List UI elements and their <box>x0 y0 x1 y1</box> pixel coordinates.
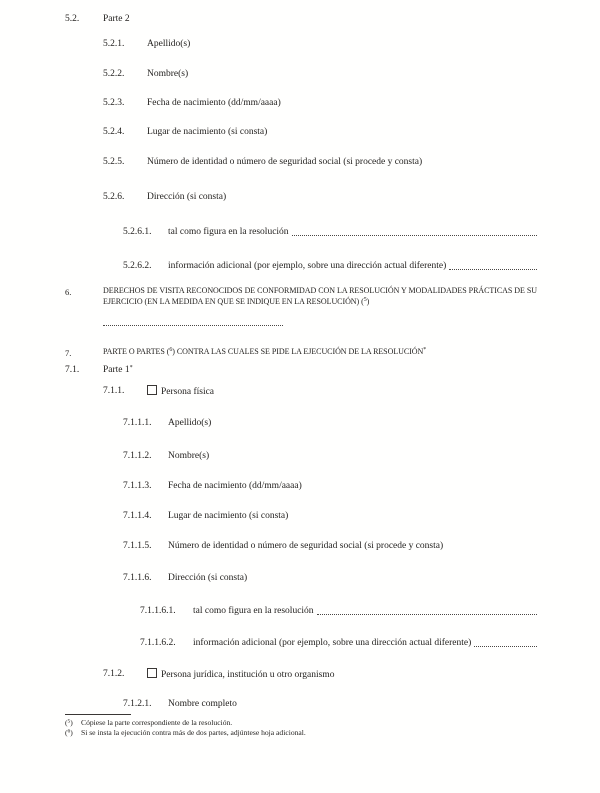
form-row-5-2-6-1 <box>65 226 537 238</box>
item-text: Fecha de nacimiento (dd/mm/aaaa) <box>168 481 302 491</box>
item-text: Apellido(s) <box>168 418 212 428</box>
item-label <box>103 286 537 307</box>
dotted-input-line[interactable] <box>292 226 537 236</box>
item-text: Nombre(s) <box>147 69 189 79</box>
footnote <box>65 728 537 738</box>
item-text: tal como figura en la resolución <box>193 606 314 616</box>
footnote-marker-number: 5 <box>67 718 71 725</box>
footnote-reference: 6 <box>169 347 173 353</box>
item-label <box>168 480 537 492</box>
item-text: Persona física <box>161 387 215 397</box>
item-label <box>193 637 537 649</box>
item-label <box>168 450 537 462</box>
item-label <box>147 191 537 203</box>
item-number: 7. <box>65 348 72 358</box>
form-row-7-1-1-3 <box>65 480 537 492</box>
item-label <box>168 510 537 522</box>
form-row-5-2-5 <box>65 156 537 168</box>
footnote-text: Cópiese la parte correspondiente de la resolución. <box>81 718 233 727</box>
form-row-7 <box>65 347 537 359</box>
item-label <box>168 572 537 584</box>
item-text: Dirección (si consta) <box>168 573 248 583</box>
item-label <box>103 364 537 376</box>
item-number: 7.1.1.6. <box>123 573 152 583</box>
item-text: Número de identidad o número de seguridad social (si procede y consta) <box>168 541 444 551</box>
footnote <box>65 718 537 728</box>
footnote-text: Si se insta la ejecución contra más de dos partes, adjúntese hoja adicional. <box>81 728 306 737</box>
item-text: información adicional (por ejemplo, sobre una dirección actual diferente) <box>193 638 472 648</box>
item-number: 7.1.1.6.2. <box>140 638 176 648</box>
empty-checkbox[interactable] <box>147 385 157 395</box>
footnotes-section <box>65 714 537 738</box>
item-label <box>147 68 537 80</box>
form-row-7-1-2-1 <box>65 698 537 710</box>
footnote-reference: * <box>129 365 133 371</box>
form-row-6 <box>65 286 537 307</box>
item-number: 5.2.1. <box>103 39 125 49</box>
item-label <box>193 605 537 617</box>
form-row-5-2-3 <box>65 97 537 109</box>
item-label <box>168 698 537 710</box>
item-label <box>147 385 537 398</box>
item-label <box>147 126 537 138</box>
dotted-input-line[interactable] <box>449 260 537 270</box>
item-text: Nombre(s) <box>168 451 210 461</box>
form-row-5-2-4 <box>65 126 537 138</box>
item-label <box>103 347 537 358</box>
item-label <box>147 97 537 109</box>
form-row-7-1-1-4 <box>65 510 537 522</box>
item-number: 7.1.1.4. <box>123 511 152 521</box>
item-label <box>147 668 537 681</box>
item-text: Nombre completo <box>168 699 237 709</box>
item-number: 7.1.2.1. <box>123 699 152 709</box>
item-number: 7.1.1.2. <box>123 451 152 461</box>
item-text: Número de identidad o número de seguridad social (si procede y consta) <box>147 157 423 167</box>
item-label <box>168 417 537 429</box>
item-label <box>147 156 537 168</box>
item-number: 7.1.1. <box>103 386 125 396</box>
form-row-7-1-1-2 <box>65 450 537 462</box>
item-number: 6. <box>65 287 72 297</box>
item-label <box>168 260 537 272</box>
item-number: 7.1.2. <box>103 669 125 679</box>
form-row-fill-line <box>65 317 537 330</box>
footnote-separator-line <box>65 714 131 715</box>
item-text: DERECHOS DE VISITA RECONOCIDOS DE CONFORMIDAD CON LA RESOLUCIÓN Y MODALIDADES PRÁCTICAS DE SU EJERCICIO (EN LA MEDIDA EN QUE SE INDIQUE EN LA RESOLUCIÓN) ($^5$) <box>103 286 537 306</box>
item-number: 5.2.6.2. <box>123 261 152 271</box>
item-text: tal como figura en la resolución <box>168 227 289 237</box>
form-row-5-2 <box>65 13 537 25</box>
form-row-7-1-2 <box>65 668 537 681</box>
item-number: 5.2.4. <box>103 127 125 137</box>
empty-checkbox[interactable] <box>147 668 157 678</box>
item-number: 5.2. <box>65 14 80 24</box>
item-number: 7.1.1.5. <box>123 541 152 551</box>
item-text: Lugar de nacimiento (si consta) <box>147 127 268 137</box>
footnote-marker-number: 6 <box>67 728 71 735</box>
item-number: 7.1.1.6.1. <box>140 606 176 616</box>
item-label <box>168 226 537 238</box>
item-number: 5.2.6.1. <box>123 227 152 237</box>
item-number: 5.2.2. <box>103 69 125 79</box>
item-number: 7.1.1.1. <box>123 418 152 428</box>
item-text: Fecha de nacimiento (dd/mm/aaaa) <box>147 98 281 108</box>
form-rows <box>65 13 537 710</box>
form-row-5-2-6 <box>65 191 537 203</box>
form-row-7-1-1 <box>65 385 537 398</box>
footnote-marker: ($^5$) <box>65 718 73 727</box>
item-label <box>147 38 537 50</box>
item-text: Parte 1* <box>103 365 133 375</box>
footnote-reference: 5 <box>363 296 367 303</box>
form-row-7-1 <box>65 364 537 376</box>
footnote-marker: ($^6$) <box>65 728 73 737</box>
item-number: 7.1.1.3. <box>123 481 152 491</box>
dotted-input-line[interactable] <box>474 637 537 647</box>
footnote-list <box>65 718 537 738</box>
form-row-5-2-2 <box>65 68 537 80</box>
form-row-7-1-1-5 <box>65 540 537 552</box>
item-text: Dirección (si consta) <box>147 192 227 202</box>
form-row-7-1-1-6 <box>65 572 537 584</box>
form-row-5-2-6-2 <box>65 260 537 272</box>
form-row-5-2-1 <box>65 38 537 50</box>
form-row-7-1-1-1 <box>65 417 537 429</box>
item-number: 5.2.3. <box>103 98 125 108</box>
item-label <box>103 13 537 25</box>
item-text: Parte 2 <box>103 14 130 24</box>
form-row-7-1-1-6-2 <box>65 637 537 649</box>
dotted-input-line[interactable] <box>103 317 283 326</box>
item-label <box>168 540 537 552</box>
footnote-reference: * <box>423 347 427 353</box>
item-text: PARTE O PARTES ($^6$) CONTRA LAS CUALES SE PIDE LA EJECUCIÓN DE LA RESOLUCIÓN* <box>103 347 427 356</box>
item-text: Persona jurídica, institución u otro organismo <box>161 670 335 680</box>
item-text: Apellido(s) <box>147 39 191 49</box>
form-row-7-1-1-6-1 <box>65 605 537 617</box>
dotted-input-line[interactable] <box>317 605 537 615</box>
item-text: Lugar de nacimiento (si consta) <box>168 511 289 521</box>
item-number: 7.1. <box>65 365 80 375</box>
item-text: información adicional (por ejemplo, sobre una dirección actual diferente) <box>168 261 447 271</box>
item-number: 5.2.5. <box>103 157 125 167</box>
item-number: 5.2.6. <box>103 192 125 202</box>
